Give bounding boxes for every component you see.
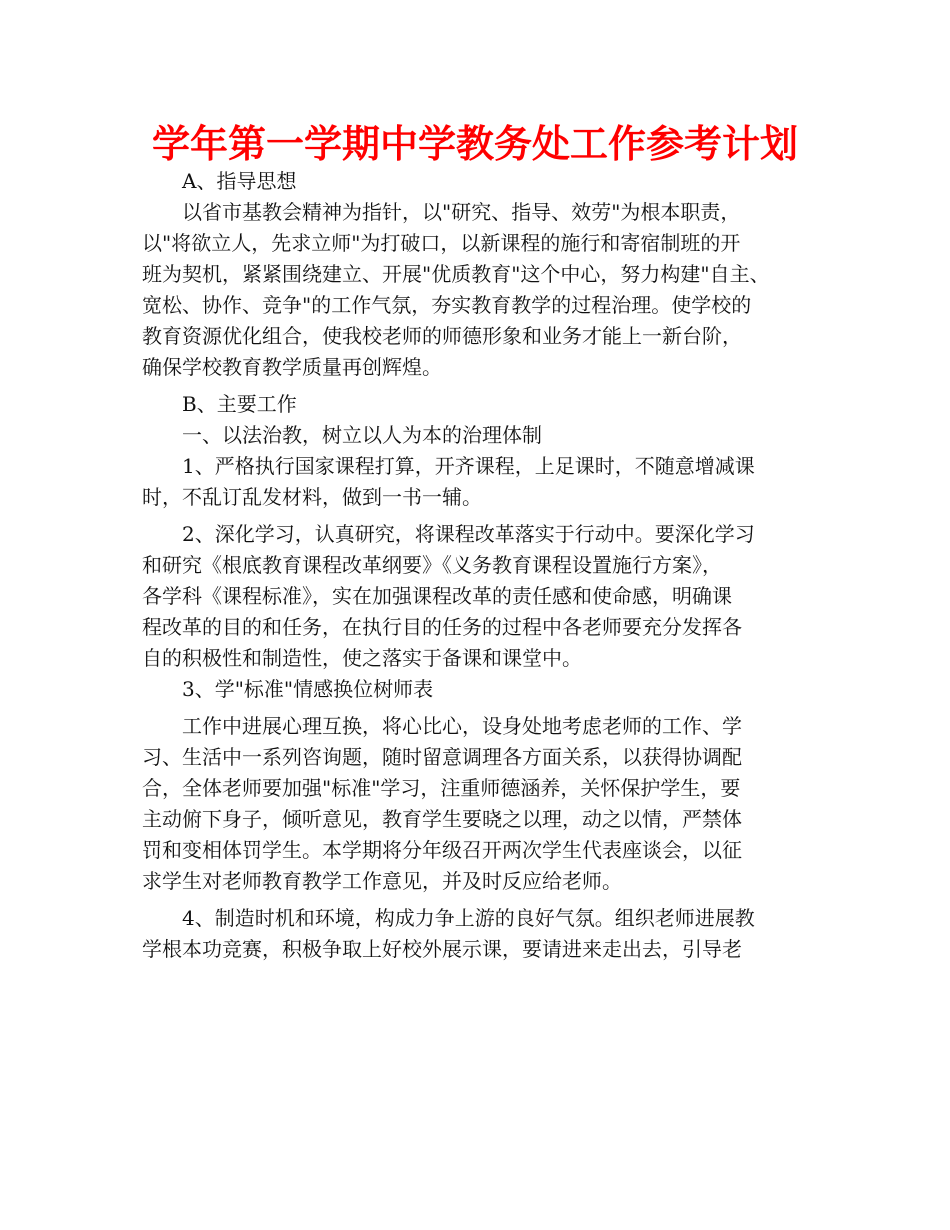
document-line: 以"将欲立人，先求立师"为打破口，以新课程的施行和寄宿制班的开 — [142, 231, 741, 255]
document-line: 学根本功竞赛，积极争取上好校外展示课，要请进来走出去，引导老 — [142, 937, 742, 961]
document-line: 4、制造时机和环境，构成力争上游的良好气氛。组织老师进展教 — [182, 906, 755, 930]
document-line: 确保学校教育教学质量再创辉煌。 — [142, 355, 442, 379]
document-line: 主动俯下身子，倾听意见，教育学生要晓之以理，动之以情，严禁体 — [142, 807, 742, 831]
document-line: 自的积极性和制造性，使之落实于备课和课堂中。 — [142, 646, 582, 670]
document-line: 时，不乱订乱发材料，做到一书一辅。 — [142, 485, 482, 509]
document-line: 班为契机，紧紧围绕建立、开展"优质教育"这个中心，努力构建"自主、 — [142, 262, 770, 286]
document-line: 3、学"标准"情感换位树师表 — [182, 677, 434, 701]
document-line: 以省市基教会精神为指针，以"研究、指导、效劳"为根本职责， — [182, 200, 741, 224]
document-line: A、指导思想 — [182, 169, 297, 193]
document-line: 程改革的目的和任务，在执行目的任务的过程中各老师要充分发挥各 — [142, 615, 742, 639]
document-body — [142, 166, 804, 965]
document-line: 合，全体老师要加强"标准"学习，注重师德涵养，关怀保护学生，要 — [142, 776, 741, 800]
document-line: 2、深化学习，认真研究，将课程改革落实于行动中。要深化学习 — [182, 522, 755, 546]
document-title: 学年第一学期中学教务处工作参考计划 — [151, 122, 798, 166]
document-line: 习、生活中一系列咨询题，随时留意调理各方面关系，以获得协调配 — [142, 745, 742, 769]
document-line: 和研究《根底教育课程改革纲要》《义务教育课程设置施行方案》， — [142, 553, 722, 577]
document-line: 各学科《课程标准》，实在加强课程改革的责任感和使命感，明确课 — [142, 584, 732, 608]
document-line: 宽松、协作、竞争"的工作气氛，夯实教育教学的过程治理。使学校的 — [142, 293, 752, 317]
document-line: 工作中进展心理互换，将心比心，设身处地考虑老师的工作、学 — [182, 714, 742, 738]
document-line: 教育资源优化组合，使我校老师的师德形象和业务才能上一新台阶， — [142, 324, 742, 348]
document-line: 求学生对老师教育教学工作意见，并及时反应给老师。 — [142, 869, 622, 893]
document-line: 1、严格执行国家课程打算，开齐课程，上足课时，不随意增减课 — [182, 454, 755, 478]
document-line: 罚和变相体罚学生。本学期将分年级召开两次学生代表座谈会，以征 — [142, 838, 742, 862]
document-line: B、主要工作 — [182, 392, 297, 416]
document-line: 一、以法治教，树立以人为本的治理体制 — [182, 423, 542, 447]
